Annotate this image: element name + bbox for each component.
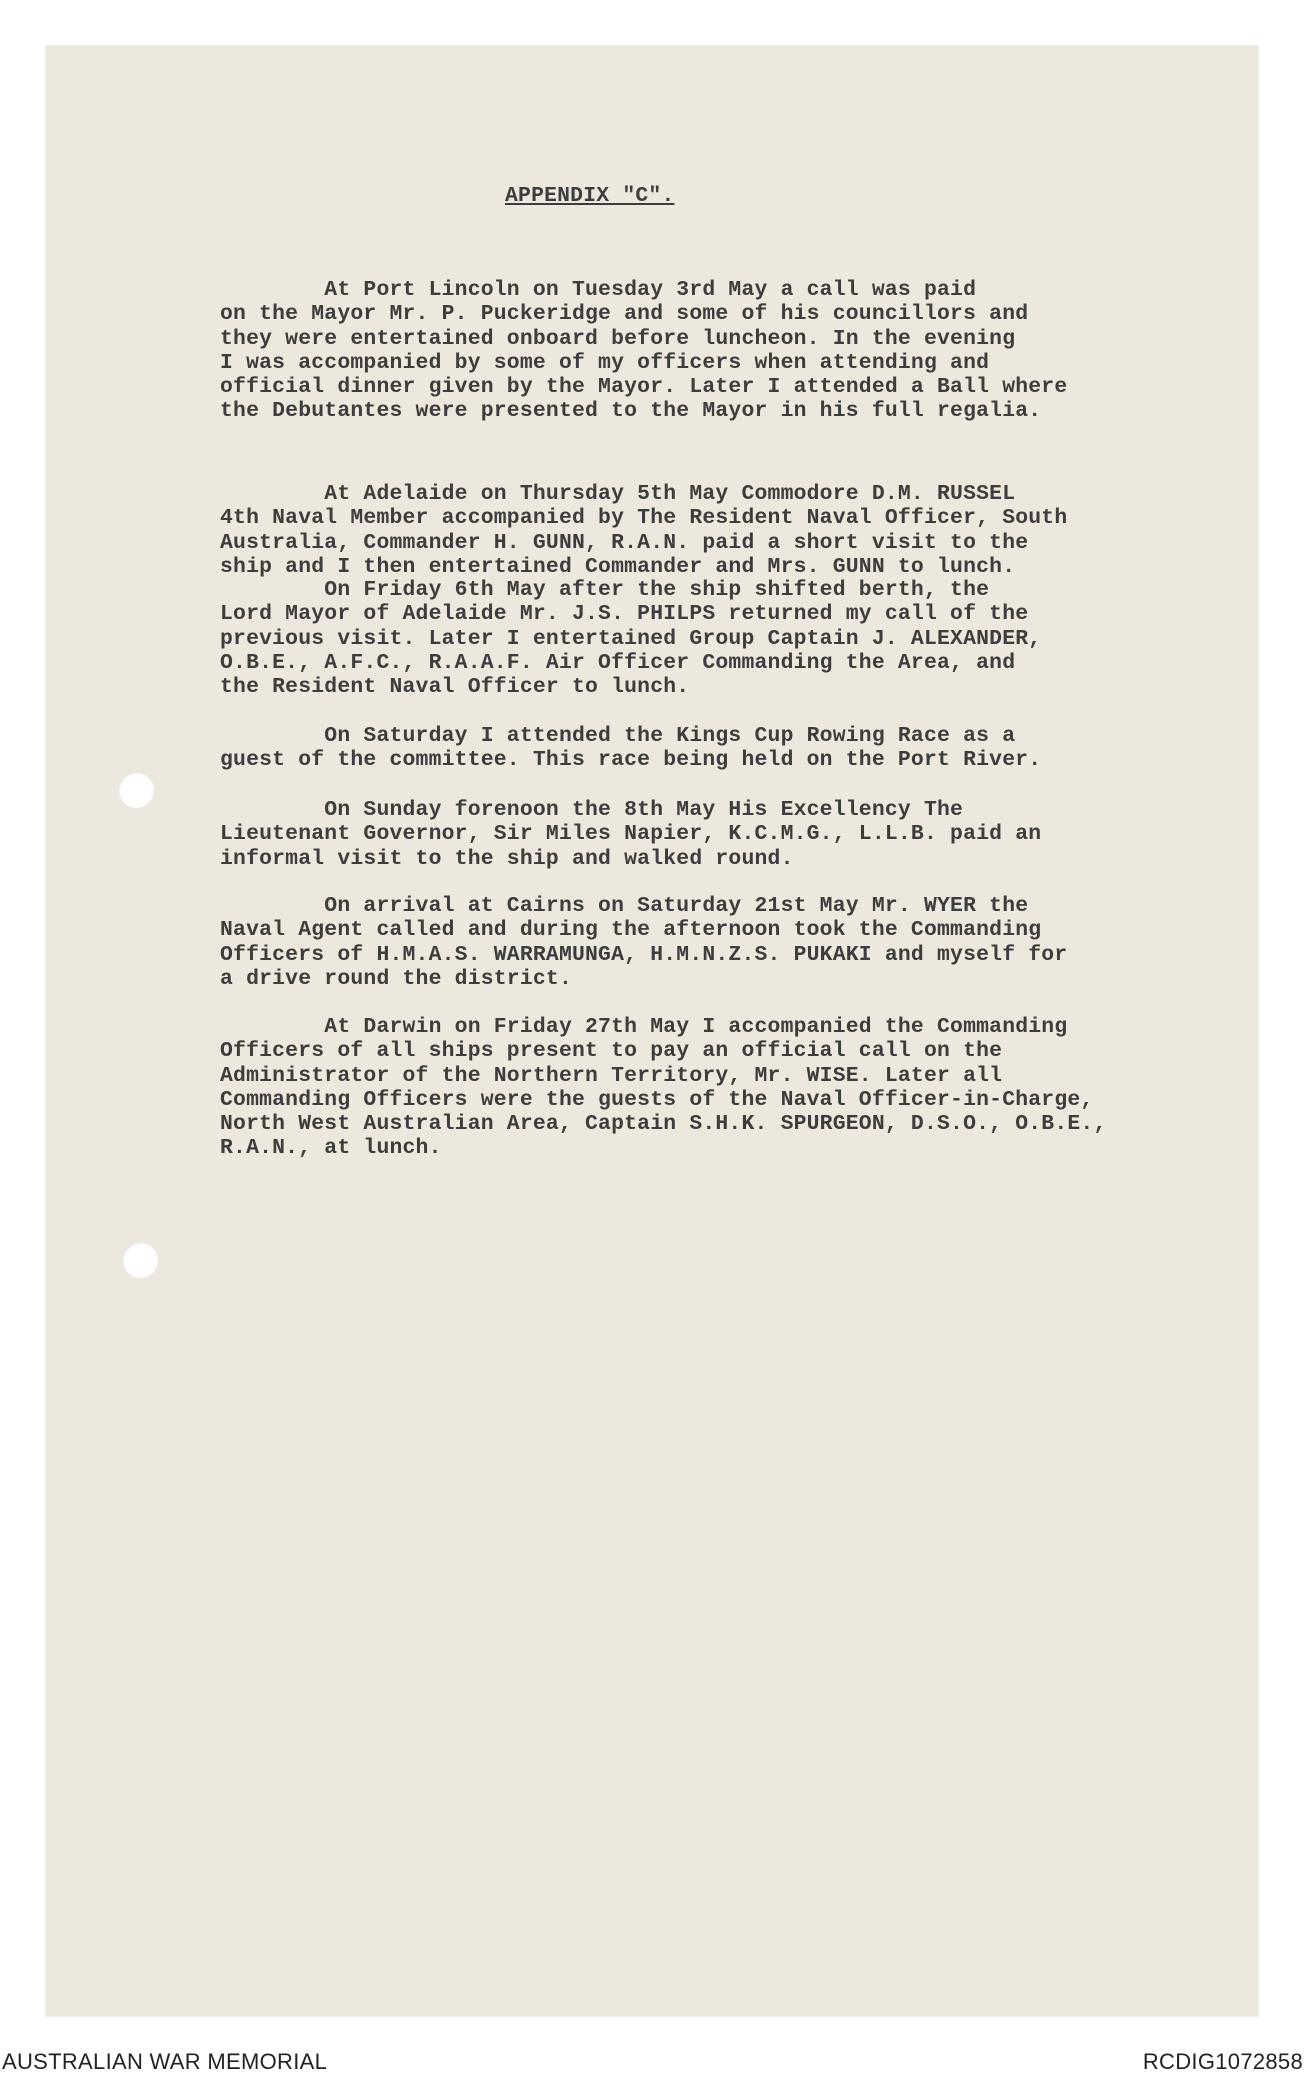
text-line: official dinner given by the Mayor. Later I attended a Ball where bbox=[220, 375, 1068, 400]
text-line: R.A.N., at lunch. bbox=[220, 1136, 442, 1161]
text-line: Lord Mayor of Adelaide Mr. J.S. PHILPS returned my call of the bbox=[220, 602, 1029, 627]
text-line: the Debutantes were presented to the Mayor in his full regalia. bbox=[220, 399, 1042, 424]
text-line: 4th Naval Member accompanied by The Resident Naval Officer, South bbox=[220, 506, 1068, 531]
paragraph bbox=[220, 798, 1220, 871]
text-line: On Friday 6th May after the ship shifted berth, the bbox=[220, 578, 990, 602]
text-line: informal visit to the ship and walked round. bbox=[220, 846, 794, 871]
text-line: At Port Lincoln on Tuesday 3rd May a call was paid bbox=[220, 278, 977, 302]
text-line: Australia, Commander H. GUNN, R.A.N. paid a short visit to the bbox=[220, 530, 1029, 555]
paragraph bbox=[220, 278, 1220, 424]
page-heading: APPENDIX "C". bbox=[505, 184, 675, 208]
text-line: Commanding Officers were the guests of the Naval Officer-in-Charge, bbox=[220, 1087, 1094, 1112]
text-line: Officers of H.M.A.S. WARRAMUNGA, H.M.N.Z.S. PUKAKI and myself for bbox=[220, 942, 1068, 967]
footer-record-id: RCDIG1072858 bbox=[1142, 2049, 1303, 2074]
footer-archive-name: AUSTRALIAN WAR MEMORIAL bbox=[2, 2049, 328, 2074]
text-line: ship and I then entertained Commander and Mrs. GUNN to lunch. bbox=[220, 554, 1016, 579]
punch-hole bbox=[122, 1242, 158, 1278]
text-line: Lieutenant Governor, Sir Miles Napier, K.C.M.G., L.L.B. paid an bbox=[220, 822, 1042, 847]
text-line: previous visit. Later I entertained Group Captain J. ALEXANDER, bbox=[220, 626, 1042, 651]
text-line: O.B.E., A.F.C., R.A.A.F. Air Officer Commanding the Area, and bbox=[220, 650, 1016, 675]
text-line: guest of the committee. This race being held on the Port River. bbox=[220, 748, 1042, 773]
text-line: Naval Agent called and during the afternoon took the Commanding bbox=[220, 918, 1042, 943]
text-line: the Resident Naval Officer to lunch. bbox=[220, 675, 690, 700]
punch-hole bbox=[118, 772, 154, 808]
text-line: North West Australian Area, Captain S.H.K. SPURGEON, D.S.O., O.B.E., bbox=[220, 1112, 1107, 1137]
text-line: On Saturday I attended the Kings Cup Rowing Race as a bbox=[220, 724, 1016, 748]
paragraph bbox=[220, 724, 1220, 773]
text-line: At Adelaide on Thursday 5th May Commodore D.M. RUSSEL bbox=[220, 482, 1016, 506]
paragraph bbox=[220, 578, 1220, 699]
text-line: At Darwin on Friday 27th May I accompanied the Commanding bbox=[220, 1015, 1068, 1039]
text-line: I was accompanied by some of my officers when attending and bbox=[220, 350, 990, 375]
paragraph bbox=[220, 482, 1220, 579]
text-line: a drive round the district. bbox=[220, 966, 572, 991]
paragraph bbox=[220, 1015, 1220, 1161]
text-line: On Sunday forenoon the 8th May His Excellency The bbox=[220, 798, 964, 822]
paragraph bbox=[220, 894, 1220, 991]
text-line: Officers of all ships present to pay an official call on the bbox=[220, 1039, 1003, 1064]
text-line: they were entertained onboard before luncheon. In the evening bbox=[220, 326, 1016, 351]
text-line: On arrival at Cairns on Saturday 21st May Mr. WYER the bbox=[220, 894, 1029, 918]
text-line: Administrator of the Northern Territory, Mr. WISE. Later all bbox=[220, 1063, 1003, 1088]
text-line: on the Mayor Mr. P. Puckeridge and some of his councillors and bbox=[220, 302, 1029, 327]
